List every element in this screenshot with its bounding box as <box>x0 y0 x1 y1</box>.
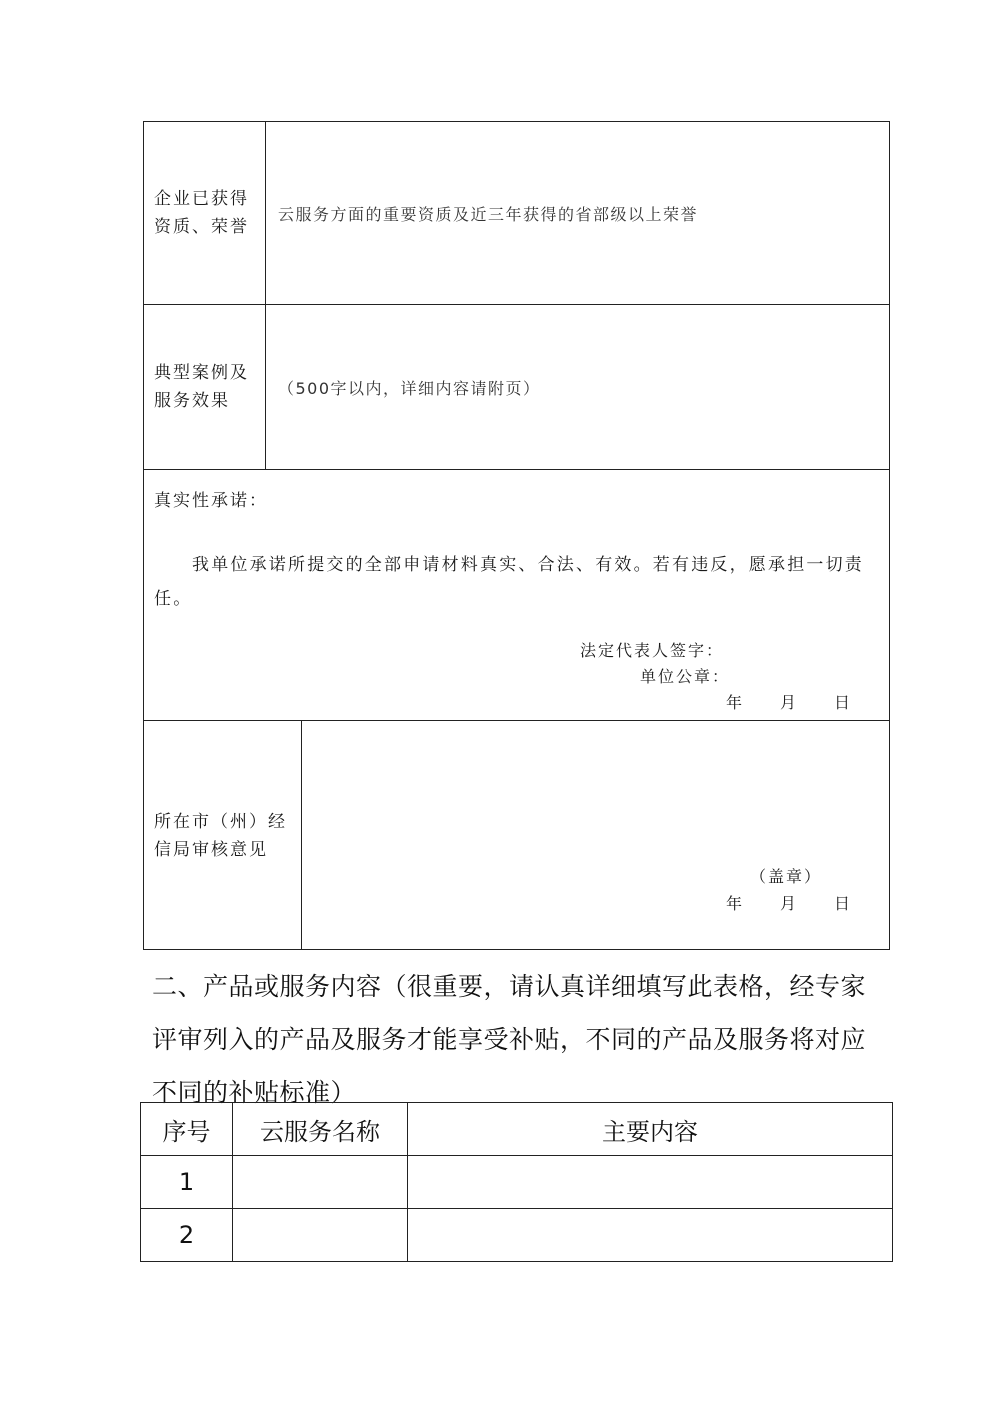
section-heading: 二、产品或服务内容（很重要，请认真详细填写此表格，经专家评审列入的产品及服务才能享受补贴，不同的产品及服务将对应不同的补贴标准） <box>152 972 867 1107</box>
review-label: 所在市（州）经 信局审核意见 <box>154 811 287 860</box>
row-service-name[interactable] <box>233 1156 408 1209</box>
row-main-content[interactable] <box>408 1209 893 1262</box>
row-seq: 2 <box>141 1209 233 1262</box>
table-row <box>141 1209 893 1262</box>
review-label-cell <box>144 721 302 950</box>
review-date: 年 月 日 <box>726 894 853 913</box>
review-stamp-label: （盖章） <box>750 867 823 886</box>
row-seq: 1 <box>141 1156 233 1209</box>
form-row-honors <box>144 122 889 304</box>
honors-content-cell[interactable] <box>266 122 889 304</box>
table-row <box>141 1156 893 1209</box>
cases-content-cell[interactable] <box>266 305 889 469</box>
header-seq: 序号 <box>141 1103 233 1156</box>
honors-label-cell <box>144 122 266 304</box>
cases-label-cell <box>144 305 266 469</box>
legal-rep-signature-label: 法定代表人签字： <box>580 641 725 660</box>
product-table <box>140 1102 893 1262</box>
unit-seal-label: 单位公章： <box>640 667 731 686</box>
cases-hint: （500字以内，详细内容请附页） <box>278 378 541 398</box>
promise-date: 年 月 日 <box>726 693 853 712</box>
product-table-header-row <box>141 1103 893 1156</box>
promise-statement: 我单位承诺所提交的全部申请材料真实、合法、有效。若有违反，愿承担一切责任。 <box>154 555 864 609</box>
review-content-cell[interactable] <box>302 721 889 950</box>
honors-label: 企业已获得 资质、荣誉 <box>154 189 249 237</box>
form-row-promise <box>144 469 889 720</box>
honors-hint: 云服务方面的重要资质及近三年获得的省部级以上荣誉 <box>278 204 699 224</box>
row-service-name[interactable] <box>233 1209 408 1262</box>
row-main-content[interactable] <box>408 1156 893 1209</box>
cases-label: 典型案例及 服务效果 <box>154 363 249 411</box>
header-service-name: 云服务名称 <box>233 1103 408 1156</box>
header-main-content: 主要内容 <box>408 1103 893 1156</box>
form-row-review <box>144 720 889 950</box>
form-row-cases <box>144 304 889 469</box>
promise-title: 真实性承诺： <box>154 491 268 511</box>
application-form <box>143 121 890 950</box>
